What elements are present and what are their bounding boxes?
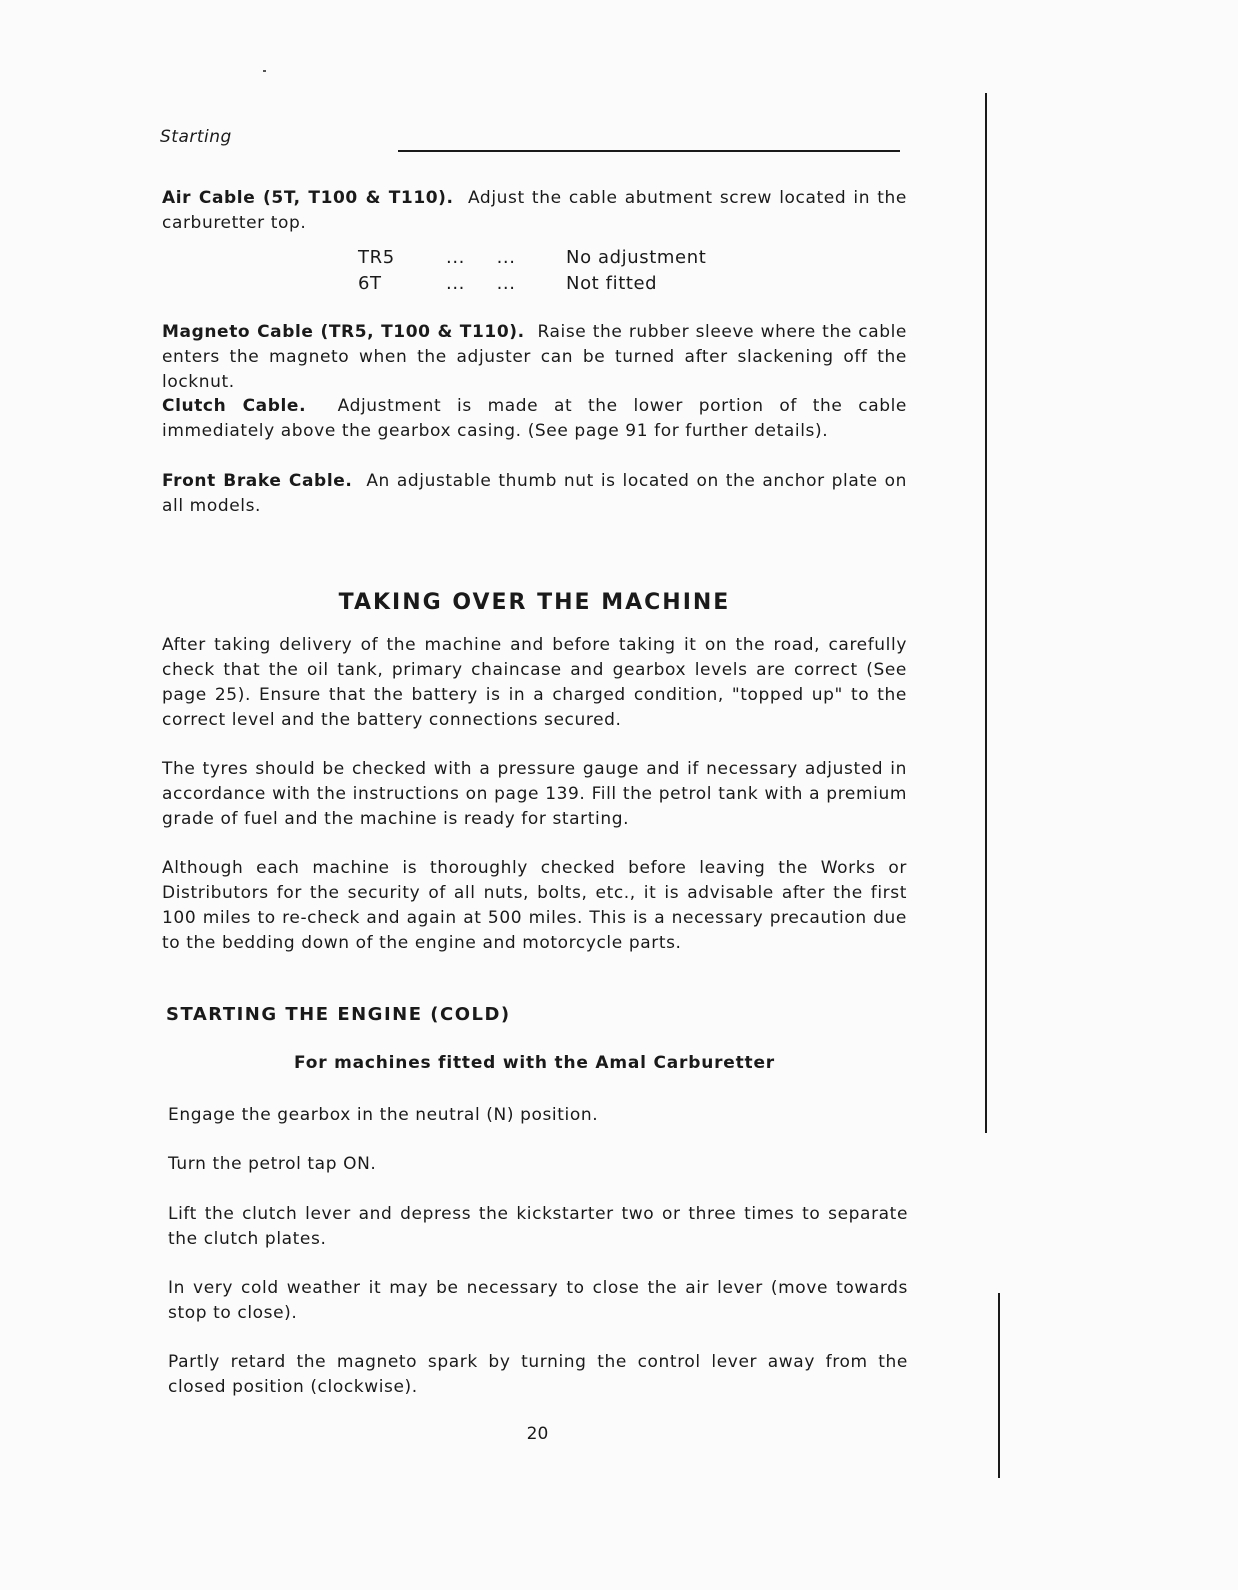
paragraph-delivery-check: After taking delivery of the machine and before taking it on the road, carefully check that the oil tank, primary chaincase and gearbox levels are correct (See page 25). Ensure that the battery is in a charged condition, "topped up" to the correct level and the battery connections secured.	[162, 635, 907, 730]
step-paragraph: Engage the gearbox in the neutral (N) position.	[168, 1105, 599, 1125]
scan-speck	[263, 70, 266, 72]
scan-edge-line	[998, 1293, 1000, 1478]
step-paragraph: In very cold weather it may be necessary to close the air lever (move towards stop to close).	[168, 1278, 908, 1323]
paragraph-heading: Clutch Cable.	[162, 396, 307, 416]
leader-dots: ... ...	[446, 273, 516, 294]
model-cell: TR5	[358, 247, 395, 268]
table-row	[358, 245, 706, 271]
step-paragraph: Partly retard the magneto spark by turning the control lever away from the closed position (clockwise).	[168, 1352, 908, 1397]
running-header: Starting	[160, 127, 232, 147]
step-paragraph: Lift the clutch lever and depress the kickstarter two or three times to separate the clutch plates.	[168, 1204, 908, 1249]
paragraph-clutch-cable	[162, 394, 907, 444]
table-row	[358, 271, 706, 297]
subsection-title: STARTING THE ENGINE (COLD)	[166, 1004, 511, 1025]
paragraph-air-cable	[162, 186, 907, 236]
paragraph-heading: Air Cable (5T, T100 & T110).	[162, 188, 454, 208]
paragraph-magneto-cable	[162, 320, 907, 395]
model-cell: 6T	[358, 273, 382, 294]
note-cell: No adjustment	[566, 247, 707, 268]
step-paragraph: Turn the petrol tap ON.	[168, 1154, 377, 1174]
paragraph-text: Raise the rubber sleeve where the cable enters the magneto when the adjuster can be turned after slackening off the locknut.	[162, 322, 907, 392]
paragraph-tyres: The tyres should be checked with a pressure gauge and if necessary adjusted in accordance with the instructions on page 139. Fill the petrol tank with a premium grade of fuel and the machine is ready for starting.	[162, 759, 907, 829]
note-cell: Not fitted	[566, 273, 658, 294]
subsection-subtitle: For machines fitted with the Amal Carburetter	[294, 1053, 775, 1073]
scan-edge-line	[985, 93, 987, 1133]
section-title: TAKING OVER THE MACHINE	[338, 590, 731, 615]
paragraph-recheck: Although each machine is thoroughly checked before leaving the Works or Distributors for the security of all nuts, bolts, etc., it is advisable after the first 100 miles to re-check and again at 500 miles. This is a necessary precaution due to the bedding down of the engine and motorcycle parts.	[162, 858, 907, 953]
paragraph-front-brake-cable	[162, 469, 907, 519]
paragraph-text: Adjustment is made at the lower portion of the cable immediately above the gearbox casing. (See page 91 for further details).	[162, 396, 907, 441]
paragraph-heading: Front Brake Cable.	[162, 471, 353, 491]
header-rule	[398, 150, 900, 152]
page-number: 20	[526, 1424, 549, 1444]
paragraph-text: An adjustable thumb nut is located on the anchor plate on all models.	[162, 471, 908, 516]
leader-dots: ... ...	[446, 247, 516, 268]
paragraph-heading: Magneto Cable (TR5, T100 & T110).	[162, 322, 525, 342]
paragraph-text: Adjust the cable abutment screw located in the carburetter top.	[162, 188, 907, 233]
adjustment-table	[358, 245, 706, 297]
